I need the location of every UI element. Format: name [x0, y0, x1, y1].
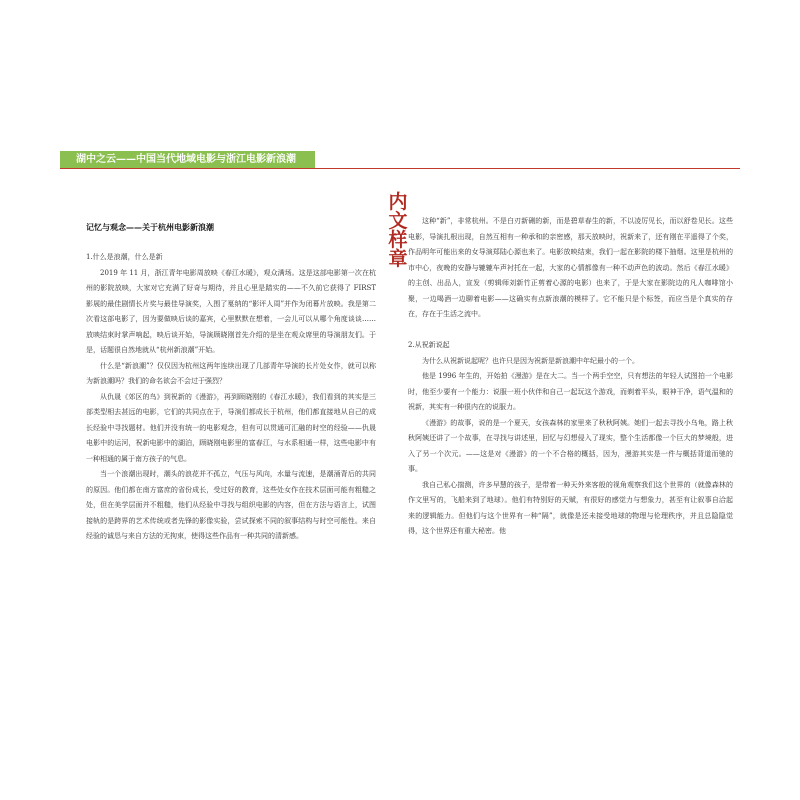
body-paragraph: 2019 年 11 月，浙江青年电影周放映《春江水暖》，观众满场。这是这部电影第一次在杭州的影院放映，大家对它充满了好奇与期待，并且心里是踏实的——不久前它获得了 FIRST 影展的最佳剧情长片奖与最佳导演奖，入围了戛纳的“影评人周”并作为闭幕片放映。我是第二次看这部电影了，因为要做映后谈的嘉宾，心里默默在想着，一会儿可以从哪个角度谈谈……放映结束时掌声响起，映后谈开始，导演顾晓刚首先介绍的是坐在观众席里的导演朋友们。于是，话题很自然地就从“杭州新浪潮”开始。	[86, 268, 376, 354]
body-paragraph: 为什么从祝新说起呢？也许只是因为祝新是新浪潮中年纪最小的一个。	[422, 356, 639, 365]
paragraph-gap	[408, 323, 733, 339]
body-paragraph: 当一个浪潮出现时，潮头的浪花并不孤立，气压与风向，水量与流速，是潮涌背后的共同的原因。他们都在南方富庶的省份成长，受过好的教育，这些处女作在技术层面可能有粗糙之处，但在美学层面并不粗糙，他们从经验中寻找与组织电影的内容，但在方法与语言上，试图接轨的是跨界的艺术传统或者先锋的影像实验，尝试探索不同的叙事结构与时空可能性。来自经验的诚恳与来自方法的无拘束，使得这些作品有一种共同的清新感。	[86, 470, 376, 540]
section-subheading: 1.什么是浪潮，什么是新	[86, 253, 163, 261]
body-paragraph: 《漫游》的故事，说的是一个夏天，女孩森林的家里来了秋秋阿姨。她们一起去寻找小乌龟，路上秋秋阿姨还讲了一个故事，在寻找与讲述里，回忆与幻想侵入了现实，整个生活都像一个巨大的梦境般，进入了另一个次元。——这是对《漫游》的一个不合格的概括，因为，漫游其实是一件与概括背道而驰的事。	[408, 418, 733, 473]
body-paragraph: 这种“新”，非常杭州。不是白刃新硎的新，而是碧草春生的新，不以凌厉见长，而以舒卷见长。这些电影，导演扎根出现，自然互相有一种承和的亲密感，那天放映时，祝新来了，还有刚在平遥得了个奖，作品明年可能出来的女导演郑陆心源也来了。电影放映结束，我们一起在影院的楼下抽烟。这里是杭州的市中心，夜晚的安静与辘辘车声衬托在一起，大家的心情都像有一种不动声色的波动。然后《春江水暖》的主创、出品人，宣发（剪辑师刘新竹正剪着心源的电影）也来了，于是大家在影院边的凡人咖啡馆小聚，一边喝酒一边聊着电影——这确实有点新浪潮的模样了。它不能只是个标签，而应当是个真实的存在，存在于生活之流中。	[408, 217, 733, 318]
section-label-char: 样	[388, 229, 408, 251]
body-paragraph: 从仇晟《郊区的鸟》到祝新的《漫游》，再到顾晓刚的《春江水暖》，我们看到的其实是三部类型相去甚远的电影，它们的共同点在于，导演们都成长于杭州，他们都直接地从自己的成长经验中寻找题材。他们并没有统一的电影观念，但有可以贯通可汇融的时空的经验——仇晟电影中的运河，祝新电影中的湖泊，顾晓刚电影里的富春江，与水系相通一样，这些电影中有一种相通的属于南方孩子的气息。	[86, 392, 376, 463]
article-title: 记忆与观念——关于杭州电影新浪潮	[86, 223, 214, 232]
section-subheading: 2.从祝新说起	[408, 341, 450, 349]
section-label-char: 章	[388, 248, 408, 270]
body-paragraph: 我自己私心揣测，许多早慧的孩子，是带着一种天外来客般的视角观察我们这个世界的（就像森林的作文里写的，飞船来到了地球）。他们有特别好的天赋，有很好的感觉力与想象力，甚至有让叙事自洽起来的逻辑能力。但他们与这个世界有一种“隔”，就像是还未接受地球的物理与伦理秩序，并且总隐隐觉得，这个世界还有重大秘密。他	[408, 480, 733, 535]
right-column	[408, 214, 733, 540]
body-paragraph: 什么是“新浪潮”？仅仅因为杭州这两年连续出现了几部青年导演的长片处女作，就可以称为新浪潮吗？我们的命名欲会不会过于强烈？	[86, 361, 376, 385]
left-column	[86, 250, 376, 545]
header-rule	[60, 168, 740, 169]
section-label-char: 内	[388, 191, 408, 213]
body-paragraph: 他是 1996 年生的，开始拍《漫游》是在大二。当一个两手空空，只有想法的年轻人试图拍一个电影时，他至少要有一个能力：说服一班小伙伴和自己一起玩这个游戏，而剃着平头，眼神干净，语气温和的祝新，其实有一种很内在的说服力。	[408, 372, 733, 411]
running-header-title: 湖中之云——中国当代地域电影与浙江电影新浪潮	[76, 154, 296, 165]
section-label-char: 文	[388, 210, 408, 232]
